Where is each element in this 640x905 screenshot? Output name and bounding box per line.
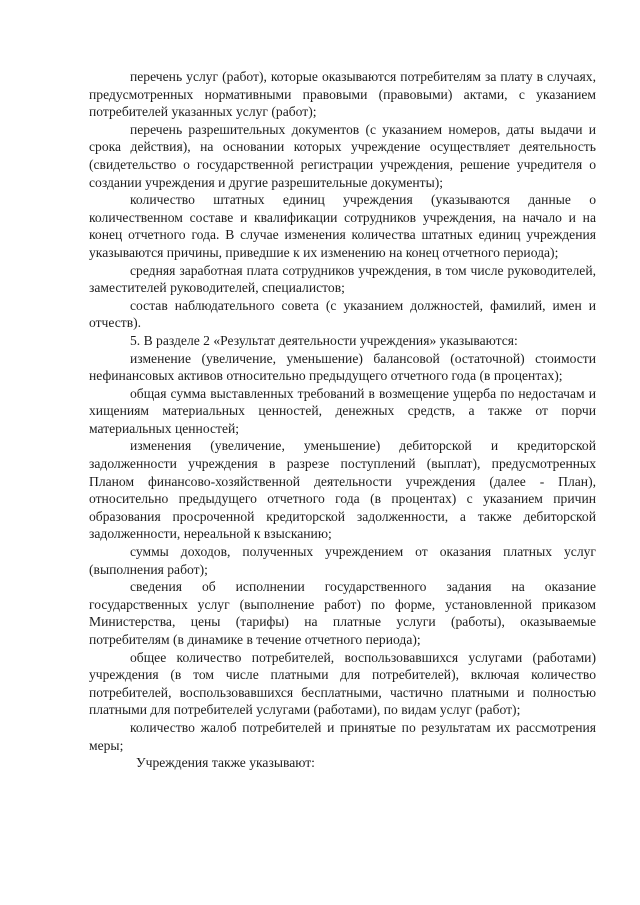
paragraph-supervisory-board: состав наблюдательного совета (с указанием должностей, фамилий, имен и отчеств). bbox=[89, 297, 596, 331]
paragraph-asset-value-change: изменение (увеличение, уменьшение) балансовой (остаточной) стоимости нефинансовых активов относительно предыдущего отчетного года (в процентах); bbox=[89, 350, 596, 384]
paragraph-consumer-count: общее количество потребителей, воспользовавшихся услугами (работами) учреждения (в том числе платными для потребителей), включая количество потребителей, воспользовавшихся бесплатными, частично платными и полностью платными для потребителей услугами (работами), по видам услуг (работ); bbox=[89, 649, 596, 718]
paragraph-damage-claims: общая сумма выставленных требований в возмещение ущерба по недостачам и хищениям материальных ценностей, денежных средств, а также от порчи материальных ценностей; bbox=[89, 385, 596, 436]
paragraph-paid-income: суммы доходов, полученных учреждением от оказания платных услуг (выполнения работ); bbox=[89, 544, 596, 577]
paragraph-average-salary: средняя заработная плата сотрудников учреждения, в том числе руководителей, заместителей руководителей, специалистов; bbox=[89, 262, 596, 296]
paragraph-paid-services-list: перечень услуг (работ), которые оказываются потребителям за плату в случаях, предусмотренных нормативными правовыми (правовыми) актами, с указанием потребителей указанных услуг (работ); bbox=[89, 69, 596, 120]
paragraph-section-2-heading: 5. В разделе 2 «Результат деятельности учреждения» указываются: bbox=[130, 332, 518, 348]
paragraph-institutions-also-indicate: Учреждения также указывают: bbox=[136, 755, 315, 771]
paragraph-receivables-payables: изменения (увеличение, уменьшение) дебиторской и кредиторской задолженности учреждения в разрезе поступлений (выплат), предусмотренных Планом финансово-хозяйственной деятельности учреждения (далее - План), относительно предыдущего отчетного года (в процентах) с указанием причин образования просроченной кредиторской задолженности, а также дебиторской задолженности, нереальной к взысканию; bbox=[89, 438, 596, 542]
paragraph-staff-count: количество штатных единиц учреждения (указываются данные о количественном составе и квалификации сотрудников учреждения, на начало и на конец отчетного года. В случае изменения количества штатных единиц учреждения указываются причины, приведшие к их изменению на конец отчетного периода); bbox=[89, 192, 596, 260]
paragraph-state-assignment: сведения об исполнении государственного задания на оказание государственных услуг (выполнение работ) по форме, установленной приказом Министерства, цены (тарифы) на платные услуги (работы), оказываемые потребителям (в динамике в течение отчетного периода); bbox=[89, 579, 596, 647]
paragraph-complaints: количество жалоб потребителей и принятые по результатам их рассмотрения меры; bbox=[89, 719, 596, 753]
document-body bbox=[89, 68, 596, 772]
paragraph-permit-documents: перечень разрешительных документов (с указанием номеров, даты выдачи и срока действия), на основании которых учреждение осуществляет деятельность (свидетельство о государственной регистрации учреждения, решение учредителя о создании учреждения и другие разрешительные документы); bbox=[89, 121, 596, 190]
